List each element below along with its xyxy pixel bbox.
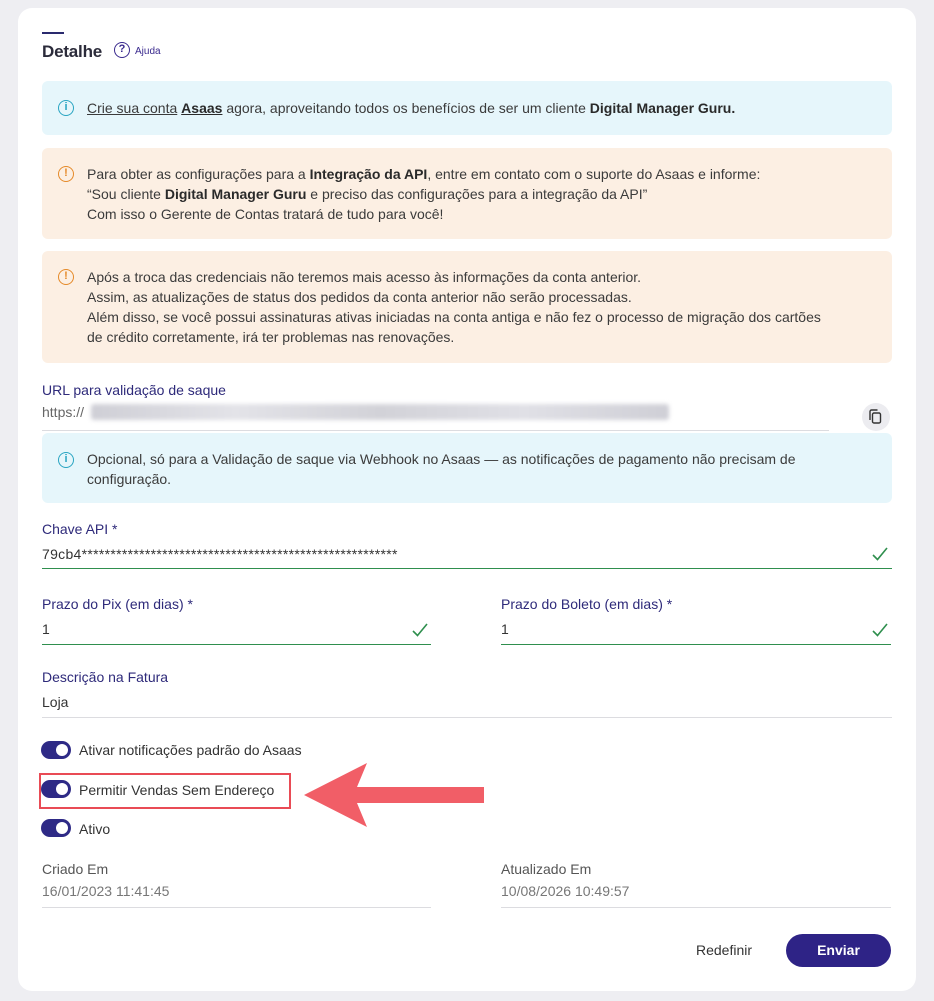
- annotation-arrow-icon: [304, 763, 486, 827]
- url-redacted: [91, 404, 669, 420]
- help-icon[interactable]: ?: [114, 42, 130, 58]
- info-icon: i: [58, 452, 74, 468]
- api-key-input[interactable]: 79cb4*******************************************************: [42, 546, 398, 562]
- check-icon: [412, 622, 428, 638]
- created-value: 16/01/2023 11:41:45: [42, 883, 170, 899]
- created-underline: [42, 907, 431, 908]
- check-icon: [872, 546, 888, 562]
- title-accent: [42, 32, 64, 34]
- api-config-text-2a: “Sou cliente: [87, 186, 165, 202]
- url-prefix[interactable]: https://: [42, 404, 85, 420]
- page-title: Detalhe: [42, 42, 103, 61]
- url-underline: [42, 430, 829, 431]
- check-icon: [872, 622, 888, 638]
- api-config-text-1a: Para obter as configurações para a: [87, 166, 310, 182]
- boleto-term-input[interactable]: 1: [501, 621, 509, 637]
- annotation-highlight: [39, 773, 291, 809]
- sell-without-address-label: Permitir Vendas Sem Endereço: [79, 782, 275, 798]
- pix-term-underline: [42, 644, 431, 645]
- created-label: Criado Em: [42, 861, 109, 877]
- webhook-text-1: Opcional, só para a Validação de saque via Webhook no Asaas — as notificações de pagamento não precisam de: [87, 451, 796, 467]
- credentials-text-2: Assim, as atualizações de status dos pedidos da conta anterior não serão processadas.: [87, 289, 632, 305]
- pix-term-label: Prazo do Pix (em dias) *: [42, 596, 193, 612]
- credentials-text-3: Além disso, se você possui assinaturas ativas iniciadas na conta antiga e não fez o processo de migração dos cartões: [87, 309, 821, 325]
- notifications-toggle-label: Ativar notificações padrão do Asaas: [79, 742, 302, 758]
- active-toggle-label: Ativo: [79, 821, 111, 837]
- notifications-toggle[interactable]: [41, 741, 71, 759]
- copy-icon: [862, 403, 890, 431]
- copy-button[interactable]: [862, 403, 890, 431]
- updated-value: 10/08/2026 10:49:57: [501, 883, 630, 899]
- url-label: URL para validação de saque: [42, 382, 226, 398]
- updated-underline: [501, 907, 891, 908]
- webhook-alert: [42, 433, 892, 503]
- create-account-alert: [42, 81, 892, 135]
- invoice-desc-label: Descrição na Fatura: [42, 669, 169, 685]
- warning-icon: !: [58, 166, 74, 182]
- invoice-desc-underline: [42, 717, 892, 718]
- credentials-text-1: Após a troca das credenciais não teremos mais acesso às informações da conta anterior.: [87, 269, 642, 285]
- credentials-text-4: de crédito corretamente, irá ter problemas nas renovações.: [87, 329, 455, 345]
- info-icon: i: [58, 100, 74, 116]
- api-key-label: Chave API *: [42, 521, 118, 537]
- create-account-link[interactable]: Crie sua conta: [87, 100, 178, 116]
- client-name: Digital Manager Guru: [164, 186, 307, 202]
- warning-icon: !: [58, 269, 74, 285]
- boleto-term-underline: [501, 644, 891, 645]
- api-config-alert: [42, 148, 892, 239]
- credentials-alert: [42, 251, 892, 363]
- reset-button[interactable]: Redefinir: [682, 935, 766, 965]
- create-account-text: agora, aproveitando todos os benefícios de ser um cliente: [222, 100, 590, 116]
- submit-button[interactable]: Enviar: [786, 934, 891, 967]
- api-integration-label: Integração da API: [309, 166, 428, 182]
- detail-card: [18, 8, 916, 991]
- active-toggle[interactable]: [41, 819, 71, 837]
- api-config-text-2c: e preciso das configurações para a integração da API”: [306, 186, 648, 202]
- help-link[interactable]: Ajuda: [135, 46, 161, 57]
- client-name: Digital Manager Guru.: [589, 100, 736, 116]
- invoice-desc-input[interactable]: Loja: [42, 694, 69, 710]
- api-config-text-1c: , entre em contato com o suporte do Asaas e informe:: [427, 166, 761, 182]
- asaas-link[interactable]: Asaas: [181, 100, 223, 116]
- api-key-underline: [42, 568, 892, 569]
- api-config-text-3: Com isso o Gerente de Contas tratará de tudo para você!: [87, 206, 444, 222]
- updated-label: Atualizado Em: [501, 861, 592, 877]
- webhook-text-2: configuração.: [87, 471, 172, 487]
- pix-term-input[interactable]: 1: [42, 621, 50, 637]
- boleto-term-label: Prazo do Boleto (em dias) *: [501, 596, 673, 612]
